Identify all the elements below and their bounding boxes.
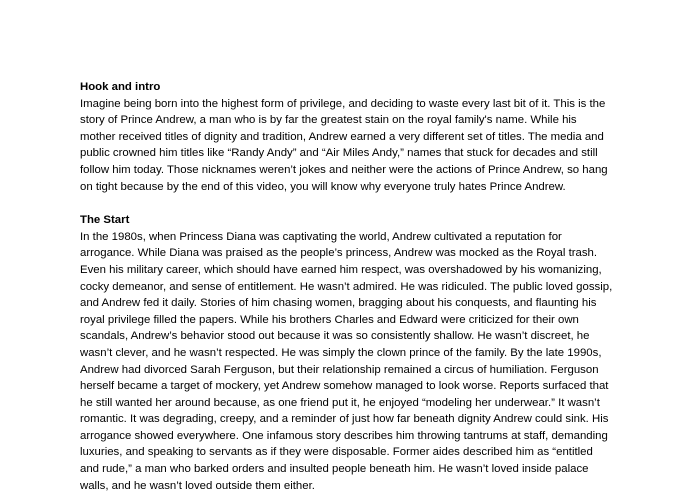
text-line: on tight because by the end of this video, you will know why everyone truly hates Prince Andrew. [80,180,566,193]
text-line: herself became a target of mockery, yet Andrew somehow managed to look worse. Reports surfaced that [80,380,609,393]
text-line: and rude,” a man who barked orders and insulted people beneath him. He wasn’t loved inside palace [80,463,589,476]
text-line: walls, and he wasn’t loved outside them either. [80,479,315,492]
text-line: Imagine being born into the highest form of privilege, and deciding to waste every last bit of it. This is the [80,97,606,110]
text-line: mother received titles of dignity and tradition, Andrew earned a very different set of titles. The media and [80,130,604,143]
section-hook-and-intro [80,79,610,195]
text-line: arrogance. While Diana was praised as the people’s princess, Andrew was mocked as the Royal trash. [80,247,598,260]
text-line: scandals, Andrew’s behavior stood out because it was so consistently shallow. He wasn’t discreet, he [80,330,590,343]
text-line: Andrew had divorced Sarah Ferguson, but their relationship remained a circus of humiliation. Ferguson [80,363,599,376]
section-the-start [80,212,613,494]
section-body [80,229,613,494]
text-line: follow him today. Those nicknames weren’t jokes and neither were the actions of Prince Andrew, so hang [80,163,608,176]
text-line: royal privilege filled the papers. While his brothers Charles and Edward were criticized for their own [80,313,579,326]
text-line: Even his military career, which should have earned him respect, was overshadowed by his womanizing, [80,263,602,276]
text-line: story of Prince Andrew, a man who is by far the greatest stain on the royal family's name. While his [80,114,577,127]
text-line: he still wanted her around because, as one friend put it, he enjoyed “modeling her underwear.” It wasn’t [80,396,600,409]
text-line: romantic. It was degrading, creepy, and a reminder of just how far beneath dignity Andrew could sink. His [80,413,609,426]
text-line: and Andrew fed it daily. Stories of him chasing women, bragging about his conquests, and flaunting his [80,297,597,310]
text-line: In the 1980s, when Princess Diana was captivating the world, Andrew cultivated a reputation for [80,230,562,243]
section-heading: Hook and intro [80,81,161,93]
section-body [80,96,610,196]
text-line: public crowned him titles like “Randy Andy” and “Air Miles Andy,” names that stuck for decades and still [80,147,598,160]
section-heading: The Start [80,214,130,227]
text-line: cocky demeanor, and sense of entitlement. He wasn’t admired. He was ridiculed. The public loved gossip, [80,280,613,293]
text-line: arrogance showed everywhere. One infamous story describes him throwing tantrums at staff, demanding [80,429,608,442]
text-line: luxuries, and speaking to servants as if they were disposable. Former aides described him as “entitled [80,446,593,459]
text-line: wasn’t clever, and he wasn’t respected. He was simply the clown prince of the family. By the late 1990s, [80,346,602,359]
document-page [80,79,613,494]
